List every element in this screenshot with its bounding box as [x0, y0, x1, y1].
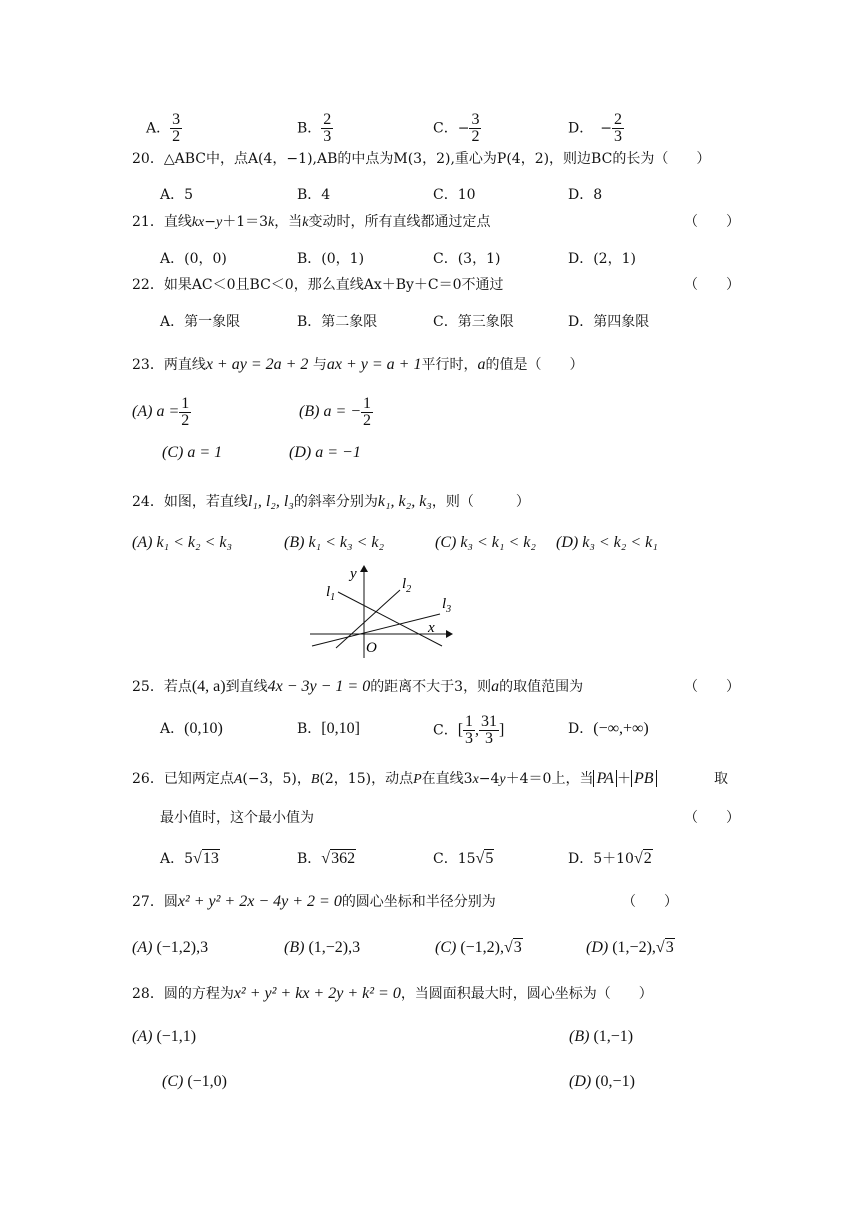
- q26-option-c[interactable]: C．15√5: [433, 850, 494, 867]
- q23-option-d[interactable]: (D) a = −1: [289, 444, 361, 461]
- fraction: $\frac{31}{3}$: [481, 713, 498, 747]
- q27-option-b[interactable]: (B) (1,−2),3: [284, 939, 361, 956]
- q23-stem: 23．两直线x + ay = 2a + 2 与ax + y = a + 1平行时，a的值是（ ）: [132, 356, 584, 373]
- q24-option-d[interactable]: (D) k₃ < k₂ < k₁: [556, 534, 658, 551]
- q25-stem: 25．若点(4, a)到直线4x − 3y − 1 = 0的距离不大于3，则a的取值范围为: [132, 678, 584, 695]
- q22-answer-paren[interactable]: （ ）: [684, 277, 740, 293]
- q19-option-b[interactable]: B． $\frac{2}{3}$: [297, 111, 332, 145]
- q21-option-b[interactable]: B．(0，1): [297, 251, 365, 267]
- q25-option-c[interactable]: C．[ $\frac{1}{3}$ , $\frac{31}{3}$ ]: [433, 713, 505, 747]
- q26-stem-line1: 26．已知两定点A(−3，5)，B(2，15)，动点P在直线3x−4y＋4＝0上，当 PA ＋ PB: [132, 764, 657, 794]
- q20-option-d[interactable]: D．8: [568, 187, 603, 203]
- label-origin: O: [366, 640, 377, 656]
- q24-option-b[interactable]: (B) k₁ < k₃ < k₂: [284, 534, 385, 551]
- q25-answer-paren[interactable]: （ ）: [684, 679, 740, 695]
- q20-option-c[interactable]: C．10: [433, 187, 476, 203]
- q27-option-d[interactable]: (D) (1,−2),√3: [586, 939, 674, 956]
- q21-option-c[interactable]: C．(3，1): [433, 251, 501, 267]
- label-y: y: [350, 566, 357, 582]
- fraction: $\frac{3}{2}$: [471, 111, 480, 145]
- fraction: $\frac{2}{3}$: [613, 111, 622, 145]
- q24-option-a[interactable]: (A) k₁ < k₂ < k₃: [132, 534, 233, 551]
- q20-option-b[interactable]: B．4: [297, 187, 331, 203]
- q23-option-c[interactable]: (C) a = 1: [162, 444, 223, 461]
- label-l1: $l_1$: [326, 584, 336, 603]
- q27-option-a[interactable]: (A) (−1,2),3: [132, 939, 209, 956]
- label-x: x: [428, 620, 435, 636]
- q23-option-a[interactable]: (A) a = $\frac{1}{2}$: [132, 395, 190, 429]
- fraction: $\frac{1}{2}$: [181, 395, 190, 429]
- q28-option-c[interactable]: (C) (−1,0): [162, 1073, 228, 1090]
- q19-option-d[interactable]: D． − $\frac{2}{3}$: [568, 111, 622, 145]
- q21-option-d[interactable]: D．(2，1): [568, 251, 636, 267]
- q28-option-d[interactable]: (D) (0,−1): [569, 1073, 635, 1090]
- q20-option-a[interactable]: A．5: [160, 187, 194, 203]
- q24-option-c[interactable]: (C) k₃ < k₁ < k₂: [435, 534, 536, 551]
- label-l3: $l_3$: [442, 596, 452, 615]
- fraction: $\frac{3}{2}$: [172, 111, 181, 145]
- q22-option-a[interactable]: A．第一象限: [160, 314, 241, 330]
- q26-option-a[interactable]: A．5√13: [160, 850, 219, 867]
- q28-stem: 28．圆的方程为x² + y² + kx + 2y + k² = 0，当圆面积最大时，圆心坐标为（ ）: [132, 985, 653, 1002]
- q25-option-b[interactable]: B．[0,10]: [297, 720, 360, 737]
- fraction: $\frac{1}{3}$: [465, 713, 474, 747]
- fraction: $\frac{2}{3}$: [323, 111, 332, 145]
- q26-stem-line2: 最小值时，这个最小值为: [160, 810, 314, 826]
- label-l2: $l_2$: [402, 576, 412, 595]
- q21-option-a[interactable]: A．(0，0): [160, 251, 227, 267]
- q28-option-a[interactable]: (A) (−1,1): [132, 1028, 197, 1045]
- q25-option-d[interactable]: D．(−∞,+∞): [568, 720, 649, 737]
- q26-option-b[interactable]: B．√362: [297, 850, 356, 867]
- q22-stem: 22．如果AC＜0且BC＜0，那么直线Ax＋By＋C＝0不通过: [132, 277, 504, 293]
- q23-option-b[interactable]: (B) a = − $\frac{1}{2}$: [299, 395, 372, 429]
- q19-option-c[interactable]: C．− $\frac{3}{2}$: [433, 111, 480, 145]
- q25-option-a[interactable]: A．(0,10): [160, 720, 223, 737]
- q27-answer-paren[interactable]: （ ）: [622, 894, 678, 910]
- q26-stem-tail: 取: [714, 771, 728, 787]
- q26-option-d[interactable]: D．5＋10√2: [568, 850, 652, 867]
- q21-stem: 21．直线kx−y＋1＝3k，当k变动时，所有直线都通过定点: [132, 214, 491, 230]
- q21-answer-paren[interactable]: （ ）: [684, 214, 740, 230]
- q22-option-b[interactable]: B．第二象限: [297, 314, 378, 330]
- q28-option-b[interactable]: (B) (1,−1): [569, 1028, 634, 1045]
- q27-stem: 27．圆x² + y² + 2x − 4y + 2 = 0的圆心坐标和半径分别为: [132, 893, 496, 910]
- q20-stem: 20．△ABC中，点A(4，−1),AB的中点为M(3，2),重心为P(4，2)，则边BC的长为（ ）: [132, 151, 711, 167]
- line-l1: [338, 592, 442, 646]
- q22-option-c[interactable]: C．第三象限: [433, 314, 514, 330]
- q24-stem: 24．如图，若直线l₁, l₂, l₃的斜率分别为k₁, k₂, k₃，则（ ）: [132, 493, 530, 510]
- q22-option-d[interactable]: D．第四象限: [568, 314, 650, 330]
- q24-figure: [300, 560, 460, 660]
- q26-answer-paren[interactable]: （ ）: [684, 810, 740, 826]
- q27-option-c[interactable]: (C) (−1,2),√3: [435, 939, 522, 956]
- q19-option-a[interactable]: A． $\frac{3}{2}$: [146, 111, 181, 145]
- fraction: $\frac{1}{2}$: [363, 395, 372, 429]
